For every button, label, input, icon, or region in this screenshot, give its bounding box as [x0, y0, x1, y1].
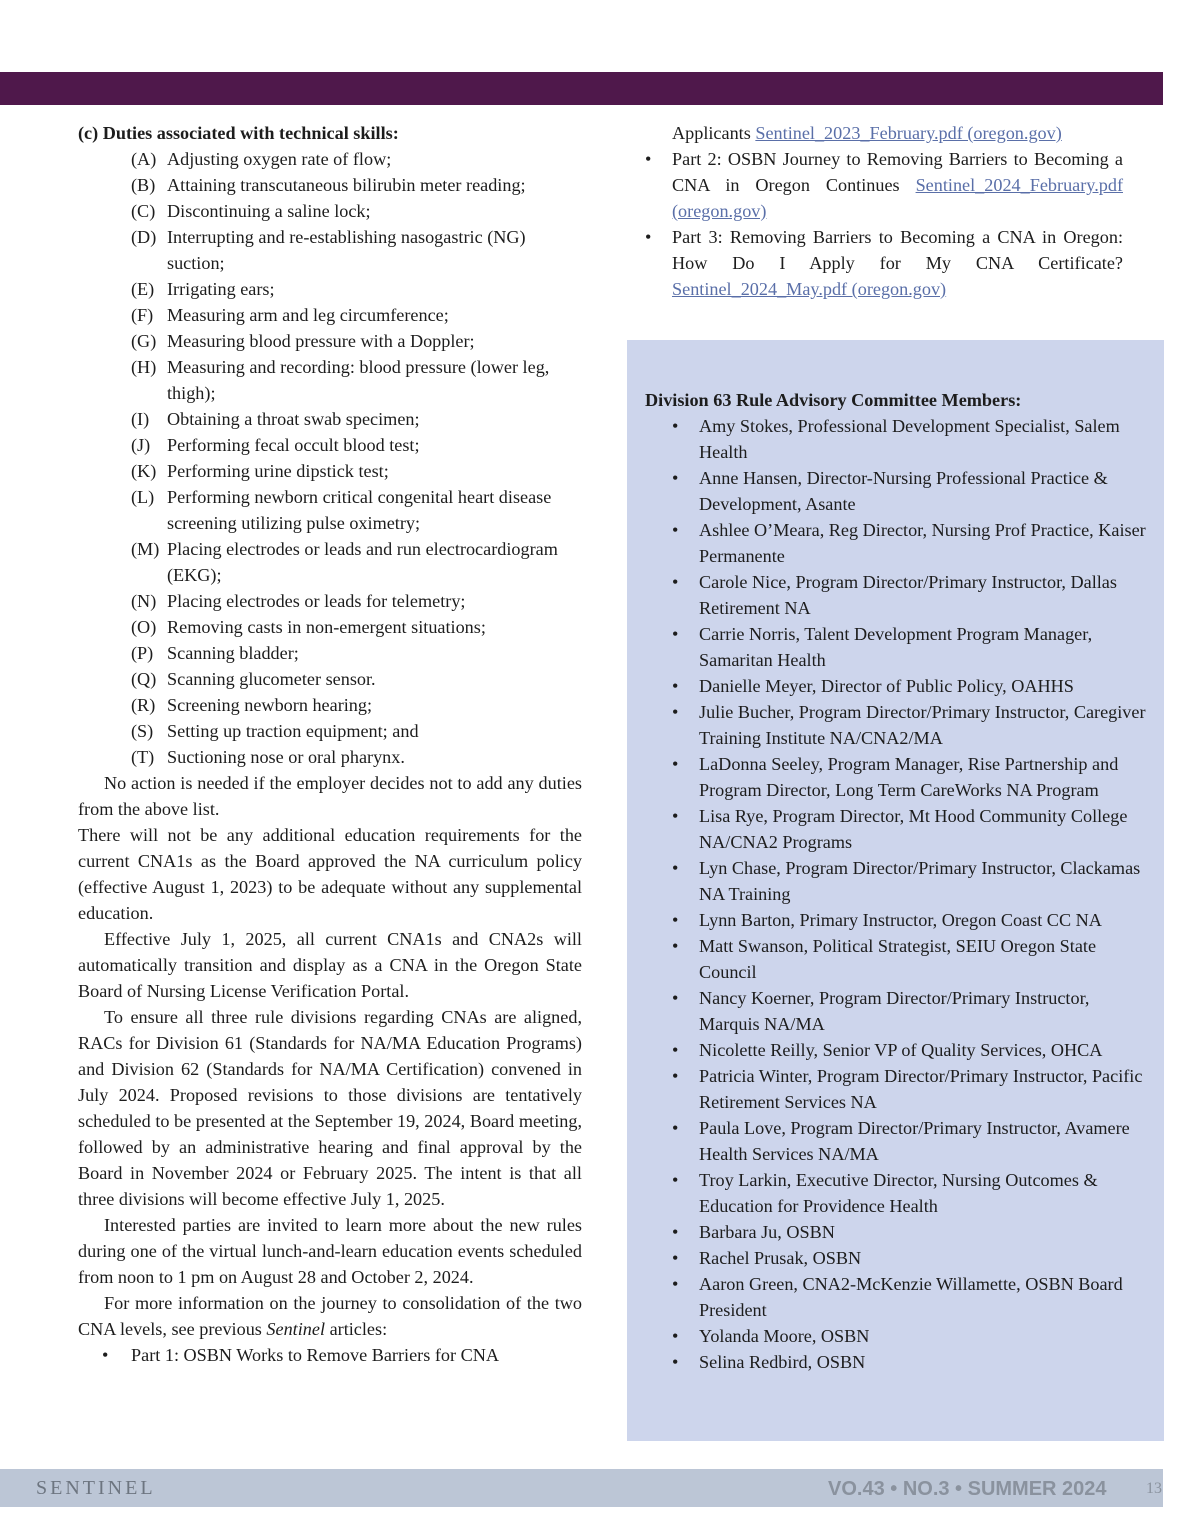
bullet-icon: • [672, 1066, 679, 1086]
bullet-icon: • [672, 858, 679, 878]
more-info-text-end: articles: [325, 1319, 388, 1339]
bullet-icon: • [672, 1118, 679, 1138]
duty-text: Interrupting and re-establishing nasogastric (NG) suction; [167, 227, 526, 273]
page-number: 13 [1146, 1480, 1162, 1497]
rac-member-text: Yolanda Moore, OSBN [699, 1326, 870, 1346]
duty-item [131, 172, 582, 198]
duty-item [131, 354, 582, 406]
duty-letter: (F) [131, 305, 154, 325]
duty-item [131, 484, 582, 536]
rac-member-item [645, 673, 1150, 699]
rac-member-item [645, 465, 1150, 517]
footer-brand: SENTINEL [36, 1477, 156, 1499]
rac-member-text: Anne Hansen, Director-Nursing Professional Practice & Development, Asante [699, 468, 1108, 514]
duty-text: Measuring arm and leg circumference; [167, 305, 449, 325]
rac-member-text: Patricia Winter, Program Director/Primary Instructor, Pacific Retirement Services NA [699, 1066, 1143, 1112]
duties-list [78, 146, 582, 770]
rac-member-text: Lisa Rye, Program Director, Mt Hood Community College NA/CNA2 Programs [699, 806, 1128, 852]
rac-member-text: Selina Redbird, OSBN [699, 1352, 866, 1372]
paragraph-lunch-learn: Interested parties are invited to learn more about the new rules during one of the virtual lunch-and-learn education events scheduled from noon to 1 pm on August 28 and October 2, 2024. [78, 1215, 582, 1287]
paragraph-divisions: To ensure all three rule divisions regarding CNAs are aligned, RACs for Division 61 (Standards for NA/MA Education Programs) and Division 62 (Standards for NA/MA Certification) convened in July 2024. Proposed revisions to those divisions are tentatively scheduled to be presented at the September 19, 2024, Board meeting, followed by an administrative hearing and final approval by the Board in November 2024 or February 2025. The intent is that all three divisions will become effective July 1, 2025. [78, 1007, 582, 1209]
duty-letter: (I) [131, 409, 150, 429]
duty-item [131, 224, 582, 276]
duty-item [131, 744, 582, 770]
bullet-icon: • [645, 149, 652, 169]
duty-letter: (R) [131, 695, 156, 715]
rac-member-item [645, 569, 1150, 621]
duty-letter: (A) [131, 149, 157, 169]
duty-letter: (O) [131, 617, 157, 637]
duty-letter: (Q) [131, 669, 157, 689]
bullet-icon: • [672, 1248, 679, 1268]
article-item-part3 [645, 224, 1123, 302]
duty-letter: (M) [131, 539, 160, 559]
rac-member-item [645, 699, 1150, 751]
bullet-icon: • [672, 988, 679, 1008]
duty-letter: (S) [131, 721, 154, 741]
duty-text: Screening newborn hearing; [167, 695, 373, 715]
bullet-icon: • [672, 1352, 679, 1372]
article-part1-link[interactable]: Sentinel_2023_February.pdf (oregon.gov) [755, 123, 1062, 143]
duty-text: Measuring blood pressure with a Doppler; [167, 331, 475, 351]
bullet-icon: • [672, 1222, 679, 1242]
rac-member-text: Troy Larkin, Executive Director, Nursing Outcomes & Education for Providence Health [699, 1170, 1098, 1216]
duty-item [131, 718, 582, 744]
rac-member-text: LaDonna Seeley, Program Manager, Rise Partnership and Program Director, Long Term CareWorks NA Program [699, 754, 1119, 800]
duty-item [131, 536, 582, 588]
rac-member-item [645, 413, 1150, 465]
rac-member-text: Paula Love, Program Director/Primary Instructor, Avamere Health Services NA/MA [699, 1118, 1130, 1164]
rac-member-item [645, 1349, 1150, 1375]
bullet-icon: • [672, 806, 679, 826]
duty-item [131, 666, 582, 692]
duty-letter: (D) [131, 227, 157, 247]
rac-member-text: Lyn Chase, Program Director/Primary Instructor, Clackamas NA Training [699, 858, 1141, 904]
sentinel-italic: Sentinel [266, 1319, 326, 1339]
bullet-icon: • [672, 676, 679, 696]
bullet-icon: • [672, 702, 679, 722]
rac-member-text: Carrie Norris, Talent Development Program Manager, Samaritan Health [699, 624, 1093, 670]
duty-item [131, 640, 582, 666]
duty-text: Suctioning nose or oral pharynx. [167, 747, 405, 767]
rac-member-text: Nancy Koerner, Program Director/Primary Instructor, Marquis NA/MA [699, 988, 1090, 1034]
rac-member-item [645, 1063, 1150, 1115]
rac-member-text: Julie Bucher, Program Director/Primary Instructor, Caregiver Training Institute NA/CNA2/MA [699, 702, 1146, 748]
duty-text: Adjusting oxygen rate of flow; [167, 149, 392, 169]
duty-item [131, 302, 582, 328]
paragraph-no-action: No action is needed if the employer decides not to add any duties from the above list. [78, 773, 582, 819]
article-part3-text: Part 3: Removing Barriers to Becoming a CNA in Oregon: How Do I Apply for My CNA Certificate? [672, 227, 1123, 273]
duty-text: Removing casts in non-emergent situations; [167, 617, 486, 637]
article-part2-link[interactable]: Sentinel_2024_February.pdf (oregon.gov) [672, 175, 1123, 221]
duty-item [131, 276, 582, 302]
rac-member-item [645, 1037, 1150, 1063]
header-bar [0, 72, 1163, 105]
duty-item [131, 328, 582, 354]
bullet-icon: • [672, 468, 679, 488]
paragraph-more-info [78, 1290, 582, 1342]
rac-member-item [645, 1167, 1150, 1219]
footer-bar [0, 1469, 1163, 1507]
rac-member-text: Carole Nice, Program Director/Primary Instructor, Dallas Retirement NA [699, 572, 1117, 618]
articles-list-continued [645, 146, 1123, 302]
rac-member-item [645, 517, 1150, 569]
rac-member-item [645, 1115, 1150, 1167]
left-column [78, 120, 582, 1368]
rac-members-box [627, 340, 1164, 1441]
duty-item [131, 432, 582, 458]
duty-letter: (B) [131, 175, 156, 195]
rac-member-text: Barbara Ju, OSBN [699, 1222, 835, 1242]
rac-member-text: Amy Stokes, Professional Development Specialist, Salem Health [699, 416, 1120, 462]
bullet-icon: • [672, 1170, 679, 1190]
duty-letter: (G) [131, 331, 157, 351]
article-part1-continued [645, 120, 1123, 146]
article-part3-link[interactable]: Sentinel_2024_May.pdf (oregon.gov) [672, 279, 947, 299]
rac-member-text: Ashlee O’Meara, Reg Director, Nursing Prof Practice, Kaiser Permanente [699, 520, 1146, 566]
duty-letter: (P) [131, 643, 154, 663]
rac-member-item [645, 1323, 1150, 1349]
duty-item [131, 146, 582, 172]
article-part2-text: Part 2: OSBN Journey to Removing Barriers to Becoming a CNA in Oregon Continues [672, 149, 1123, 195]
bullet-icon: • [672, 936, 679, 956]
bullet-icon: • [672, 1274, 679, 1294]
duty-letter: (C) [131, 201, 156, 221]
rac-members-content [645, 387, 1150, 1375]
rac-member-item [645, 621, 1150, 673]
duty-item [131, 458, 582, 484]
bullet-icon: • [672, 520, 679, 540]
duty-letter: (L) [131, 487, 155, 507]
right-column [645, 120, 1123, 302]
rac-member-item [645, 1219, 1150, 1245]
rac-member-text: Aaron Green, CNA2-McKenzie Willamette, OSBN Board President [699, 1274, 1123, 1320]
duty-letter: (E) [131, 279, 155, 299]
duty-text: Scanning glucometer sensor. [167, 669, 376, 689]
duty-letter: (H) [131, 357, 157, 377]
footer-issue: VO.43 • NO.3 • SUMMER 2024 [828, 1478, 1107, 1500]
rac-member-item [645, 907, 1150, 933]
duty-text: Scanning bladder; [167, 643, 299, 663]
duty-text: Obtaining a throat swab specimen; [167, 409, 420, 429]
articles-list [78, 1342, 582, 1368]
duty-text: Placing electrodes or leads and run electrocardiogram (EKG); [167, 539, 558, 585]
duty-letter: (T) [131, 747, 155, 767]
rac-title: Division 63 Rule Advisory Committee Members: [645, 390, 1022, 410]
duty-item [131, 198, 582, 224]
rac-members-list [645, 413, 1150, 1375]
duty-item [131, 614, 582, 640]
article-item-part1 [78, 1342, 582, 1368]
duty-text: Attaining transcutaneous bilirubin meter reading; [167, 175, 526, 195]
duty-letter: (J) [131, 435, 151, 455]
paragraph-education: There will not be any additional education requirements for the current CNA1s as the Board approved the NA curriculum policy (effective August 1, 2023) to be adequate without any supplemental education. [78, 825, 582, 923]
duty-item [131, 588, 582, 614]
duties-heading: (c) Duties associated with technical skills: [78, 123, 399, 143]
bullet-icon: • [645, 227, 652, 247]
article-item-part2 [645, 146, 1123, 224]
duty-letter: (K) [131, 461, 157, 481]
rac-member-text: Nicolette Reilly, Senior VP of Quality Services, OHCA [699, 1040, 1103, 1060]
rac-member-item [645, 1271, 1150, 1323]
rac-member-item [645, 855, 1150, 907]
duty-item [131, 692, 582, 718]
duty-item [131, 406, 582, 432]
duty-text: Measuring and recording: blood pressure (lower leg, thigh); [167, 357, 550, 403]
rac-member-text: Matt Swanson, Political Strategist, SEIU Oregon State Council [699, 936, 1097, 982]
bullet-icon: • [672, 754, 679, 774]
article-part1-text: Part 1: OSBN Works to Remove Barriers for CNA [131, 1345, 499, 1365]
rac-member-item [645, 985, 1150, 1037]
bullet-icon: • [672, 1040, 679, 1060]
duty-text: Setting up traction equipment; and [167, 721, 419, 741]
duty-text: Irrigating ears; [167, 279, 275, 299]
duty-text: Performing newborn critical congenital heart disease screening utilizing pulse oximetry; [167, 487, 552, 533]
duty-text: Performing urine dipstick test; [167, 461, 389, 481]
duty-letter: (N) [131, 591, 157, 611]
bullet-icon: • [672, 624, 679, 644]
rac-member-text: Lynn Barton, Primary Instructor, Oregon Coast CC NA [699, 910, 1102, 930]
bullet-icon: • [672, 416, 679, 436]
article-part1-cont-text: Applicants [672, 123, 756, 143]
rac-member-text: Danielle Meyer, Director of Public Policy, OAHHS [699, 676, 1074, 696]
paragraph-transition: Effective July 1, 2025, all current CNA1s and CNA2s will automatically transition and display as a CNA in the Oregon State Board of Nursing License Verification Portal. [78, 929, 582, 1001]
rac-member-text: Rachel Prusak, OSBN [699, 1248, 862, 1268]
duty-text: Discontinuing a saline lock; [167, 201, 371, 221]
duty-text: Performing fecal occult blood test; [167, 435, 420, 455]
rac-member-item [645, 751, 1150, 803]
bullet-icon: • [672, 1326, 679, 1346]
bullet-icon: • [672, 572, 679, 592]
rac-member-item [645, 933, 1150, 985]
bullet-icon: • [102, 1345, 109, 1365]
bullet-icon: • [672, 910, 679, 930]
more-info-text: For more information on the journey to consolidation of the two CNA levels, see previous [78, 1293, 582, 1339]
duty-text: Placing electrodes or leads for telemetry; [167, 591, 466, 611]
rac-member-item [645, 803, 1150, 855]
rac-member-item [645, 1245, 1150, 1271]
